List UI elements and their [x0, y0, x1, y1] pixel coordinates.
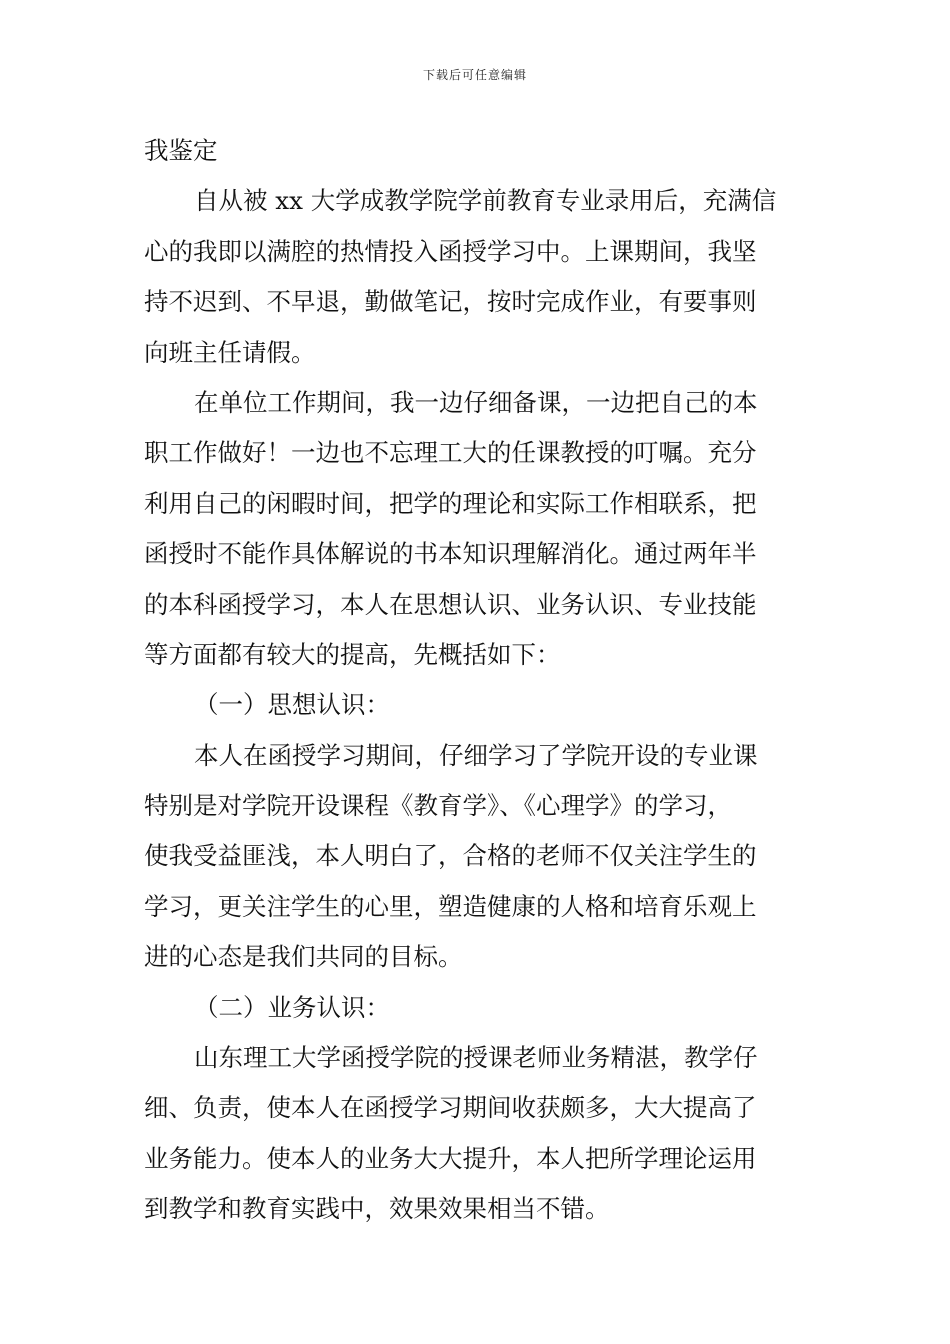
text-line: 在单位工作期间，我一边仔细备课，一边把自己的本: [194, 387, 758, 417]
text-line: 细、负责，使本人在函授学习期间收获颇多，大大提高了: [144, 1093, 757, 1123]
text-line: 的本科函授学习，本人在思想认识、业务认识、专业技能: [144, 589, 757, 619]
text-line: 持不迟到、不早退，勤做笔记，按时完成作业，有要事则: [144, 287, 757, 317]
text-line: 利用自己的闲暇时间，把学的理论和实际工作相联系，把: [144, 488, 757, 518]
text-line: 本人在函授学习期间，仔细学习了学院开设的专业课: [194, 740, 758, 770]
text-line: 职工作做好！一边也不忘理工大的任课教授的叮嘱。充分: [144, 438, 757, 468]
text-line: （一）思想认识：: [194, 690, 390, 720]
text-line: 特别是对学院开设课程《教育学》、《心理学》的学习，: [144, 791, 732, 821]
page-header-note: 下载后可任意编辑: [422, 68, 527, 82]
text-line: 学习，更关注学生的心里，塑造健康的人格和培育乐观上: [144, 891, 757, 921]
text-line: 进的心态是我们共同的目标。: [144, 942, 463, 972]
text-line: 自从被 xx 大学成教学院学前教育专业录用后，充满信: [194, 186, 777, 216]
text-line: 使我受益匪浅，本人明白了，合格的老师不仅关注学生的: [144, 841, 757, 871]
text-line: 函授时不能作具体解说的书本知识理解消化。通过两年半: [144, 539, 757, 569]
text-line: 山东理工大学函授学院的授课老师业务精湛，教学仔: [194, 1043, 758, 1073]
text-line: 到教学和教育实践中，效果效果相当不错。: [144, 1194, 610, 1224]
text-line: 向班主任请假。: [144, 337, 316, 367]
text-line: 我鉴定: [144, 136, 218, 165]
text-line: 心的我即以满腔的热情投入函授学习中。上课期间，我坚: [144, 236, 757, 266]
document-body: [144, 126, 808, 1235]
text-line: 等方面都有较大的提高，先概括如下：: [144, 639, 561, 669]
text-line: 业务能力。使本人的业务大大提升，本人把所学理论运用: [144, 1143, 757, 1173]
text-line: （二）业务认识：: [194, 992, 390, 1022]
